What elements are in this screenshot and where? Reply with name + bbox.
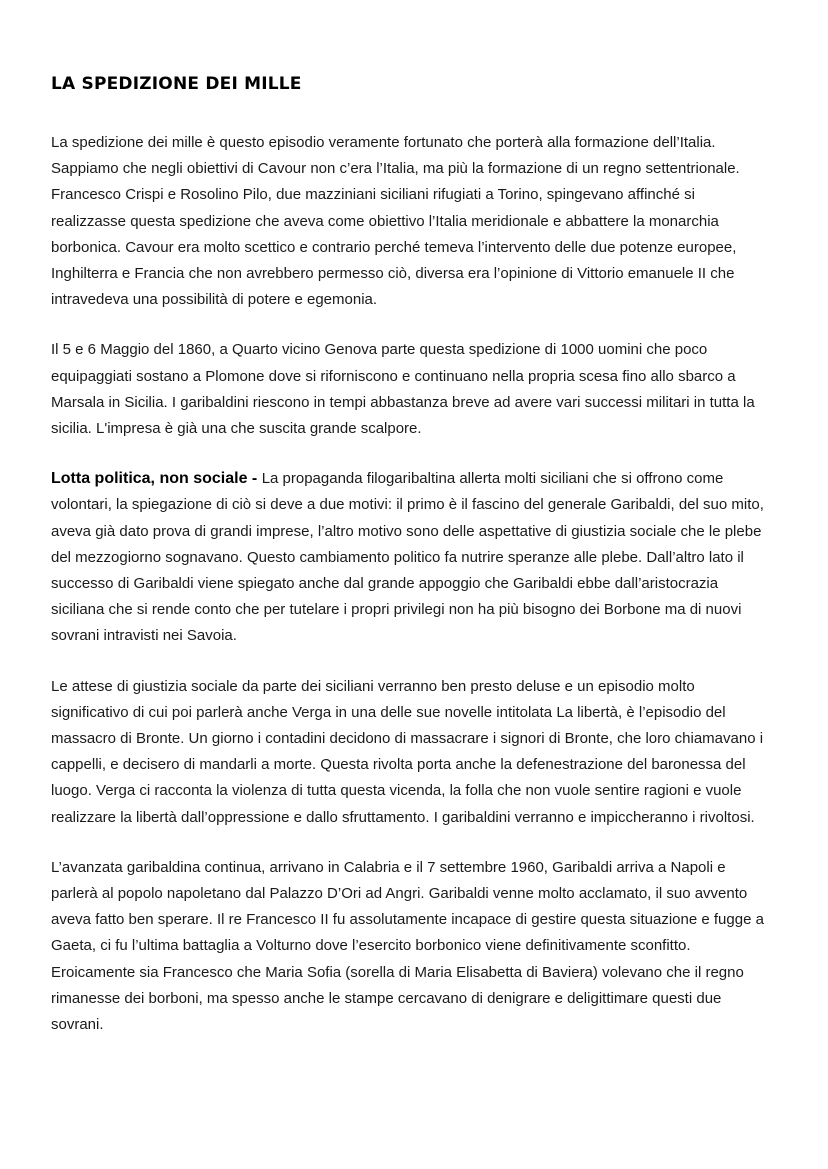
paragraph-text: La propaganda filogaribaltina allerta molti siciliani che si offrono come volontari, la spiegazione di ciò si deve a due motivi: il primo è il fascino del generale Garibaldi, del suo mito, aveva già dato prova di grandi imprese, l’altro motivo sono delle aspettative di giustizia sociale che le plebe del mezzogiorno sognavano. Questo cambiamento politico fa nutrire speranze alle plebe. Dall’altro lato il successo di Garibaldi viene spiegato anche dal grande appoggio che Garibaldi ebbe dall’aristocrazia siciliana che si rende conto che per tutelare i propri privilegi non ha più bisogno dei Borbone ma di nuovi sovrani intravisti nei Savoia. [51,470,764,645]
document-body [51,130,786,1062]
paragraph-avanzata-garibaldina [51,855,786,1038]
section-lead-heading: Lotta politica, non sociale - [51,470,262,488]
paragraph-spedizione-intro [51,130,786,313]
paragraph-sbarco-marsala [51,337,786,442]
paragraph-lotta-politica [51,466,786,649]
paragraph-text: Il 5 e 6 Maggio del 1860, a Quarto vicino Genova parte questa spedizione di 1000 uomini che poco equipaggiati sostano a Plomone dove si riforniscono e continuano nella propria scesa fino allo sbarco a Marsala in Sicilia. I garibaldini riescono in tempi abbastanza breve ad avere vari successi militari in tutta la sicilia. L'impresa è già una che suscita grande scalpore. [51,341,755,438]
paragraph-text: Le attese di giustizia sociale da parte dei siciliani verranno ben presto deluse e un episodio molto significativo di cui poi parlerà anche Verga in una delle sue novelle intitolata La libertà, è l’episodio del massacro di Bronte. Un giorno i contadini decidono di massacrare i signori di Bronte, che loro chiamavano i cappelli, e decisero di mandarli a morte. Questa rivolta porta anche la defenestrazione del baronessa del luogo. Verga ci racconta la violenza di tutta questa vicenda, la folla che non vuole sentire ragioni e vuole realizzare la libertà dall’oppressione e dallo sfruttamento. I garibaldini verranno e impiccheranno i rivoltosi. [51,677,764,826]
paragraph-text: La spedizione dei mille è questo episodio veramente fortunato che porterà alla formazione dell’Italia. Sappiamo che negli obiettivi di Cavour non c’era l’Italia, ma più la formazione di un regno settentrionale. Francesco Crispi e Rosolino Pilo, due mazziniani siciliani rifugiati a Torino, spingevano affinché si realizzasse questa spedizione che aveva come obiettivo l’Italia meridionale e abbattere la monarchia borbonica. Cavour era molto scettico e contrario perché temeva l’intervento delle due potenze europee, Inghilterra e Francia che non avrebbero permesso ciò, diversa era l’opinione di Vittorio emanuele II che intravedeva una possibilità di potere e egemonia. [51,134,740,309]
document-title: LA SPEDIZIONE DEI MILLE [51,74,302,94]
paragraph-text: L’avanzata garibaldina continua, arrivano in Calabria e il 7 settembre 1960, Garibaldi arriva a Napoli e parlerà al popolo napoletano dal Palazzo D’Ori ad Angri. Garibaldi venne molto acclamato, il suo avvento aveva fatto ben sperare. Il re Francesco II fu assolutamente incapace di gestire questa situazione e fugge a Gaeta, ci fu l’ultima battaglia a Volturno dove l’esercito borbonico viene definitivamente sconfitto. Eroicamente sia Francesco che Maria Sofia (sorella di Maria Elisabetta di Baviera) volevano che il regno rimanesse dei borboni, ma spesso anche le stampe cercavano di denigrare e deligittimare questi due sovrani. [51,858,764,1034]
paragraph-massacro-bronte [51,674,786,831]
